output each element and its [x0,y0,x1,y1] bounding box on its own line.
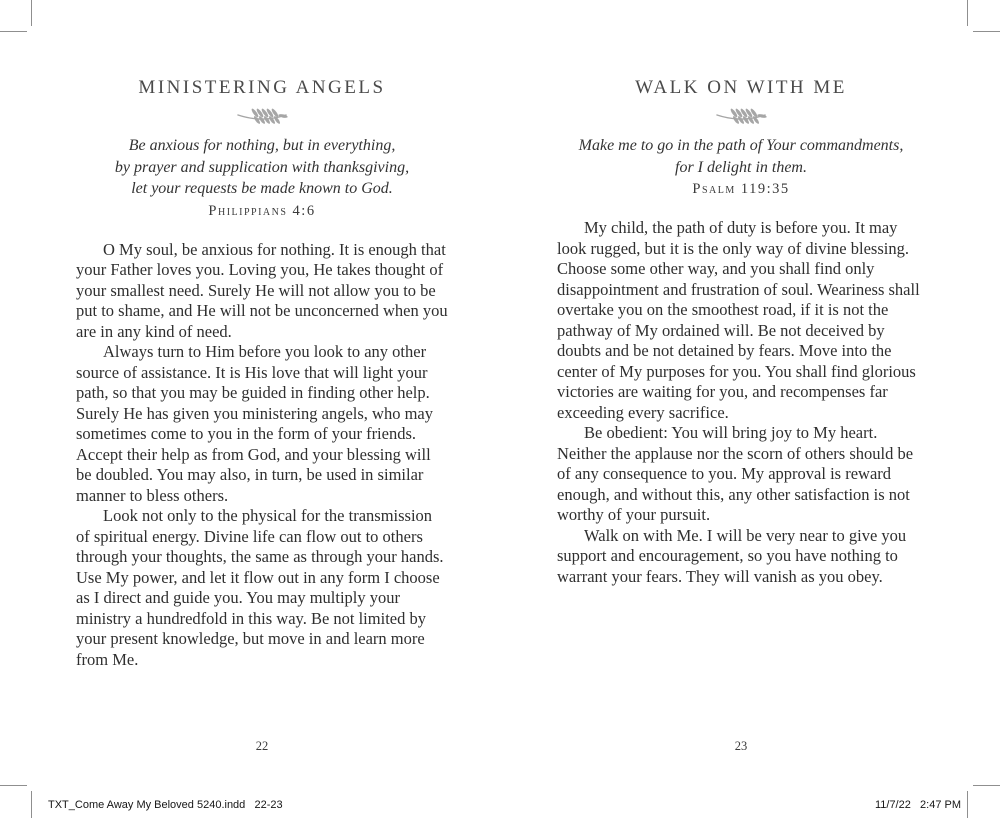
page-number-left: 22 [255,739,269,753]
slug-filename: TXT_Come Away My Beloved 5240.indd 22-23 [48,799,283,811]
paragraph: Look not only to the physical for the transmission of spiritual energy. Divine life can flow out to others through your thoughts, the same as through your hands. Use My power, and let it flow out in any form I choose as I direct and guide you. You may multiply your ministry a hundredfold in this way. Be not limited by your present knowledge, but move in and learn more from Me. [76,506,444,669]
chapter-title: WALK ON WITH ME [635,77,847,98]
epigraph [557,135,925,178]
paragraph: O My soul, be anxious for nothing. It is enough that your Father loves you. Loving you, He takes thought of your smallest need. Surely He will not allow you to be put to shame, and He will not be unconcerned when you are in any kind of need. [76,239,448,341]
page-number-right: 23 [734,739,748,753]
crop-mark [0,31,27,32]
crop-mark [973,31,1000,32]
scripture-reference: Psalm 119:35 [692,181,790,197]
scripture-reference: Philippians 4:6 [208,202,316,219]
crop-mark [967,0,968,26]
epigraph-line: Be anxious for nothing, but in everything, [128,137,396,154]
paragraph: Walk on with Me. I will be very near to give you support and encouragement, so you have nothing to warrant your fears. They will vanish as you obey. [557,525,907,586]
crop-mark [973,785,1000,786]
fern-ornament-icon [76,107,448,125]
fern-ornament-icon [557,107,925,125]
crop-mark [31,0,32,26]
epigraph-line: Make me to go in the path of Your commandments, [578,137,904,154]
chapter-title: MINISTERING ANGELS [138,77,386,98]
crop-mark [31,791,32,818]
paragraph: My child, the path of duty is before you. It may look rugged, but it is the only way of divine blessing. Choose some other way, and you shall find only disappointment and frustration of soul. Weariness shall overtake you on the smoothest road, if it is not the pathway of My ordained will. Be not deceived by doubts and be not detained by fears. Move into the center of My purposes for you. You shall find glorious victories are waiting for you, and recompenses far exceeding every sacrifice. [557,218,920,422]
crop-mark [967,791,968,818]
epigraph [76,135,448,200]
epigraph-line: let your requests be made known to God. [131,180,393,197]
page-right [557,78,925,587]
page-left [76,78,448,670]
slug-timestamp: 11/7/22 2:47 PM [874,799,961,811]
epigraph-line: by prayer and supplication with thanksgiving, [114,158,410,176]
body-text [557,218,925,587]
crop-mark [0,785,27,786]
epigraph-line: for I delight in them. [675,158,807,176]
paragraph: Always turn to Him before you look to any other source of assistance. It is His love that will light your path, so that you may be guided in finding other help. Surely He has given you ministering angels, who may sometimes come to you in the form of your friends. Accept their help as from God, and your blessing will be doubled. You may also, in turn, be used in similar manner to bless others. [76,342,433,505]
body-text [76,240,448,671]
paragraph: Be obedient: You will bring joy to My heart. Neither the applause nor the scorn of others should be of any consequence to you. My approval is reward enough, and without this, any other satisfaction is not worthy of your pursuit. [557,423,914,524]
